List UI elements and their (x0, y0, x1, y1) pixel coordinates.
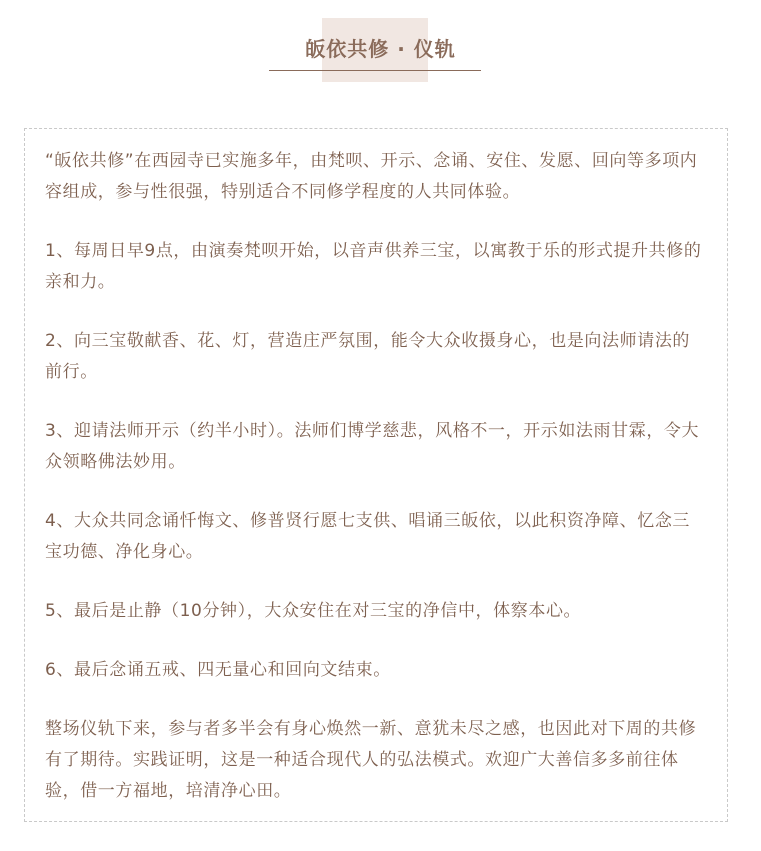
section-header (0, 0, 761, 100)
step-4-paragraph: 4、大众共同念诵忏悔文、修普贤行愿七支供、唱诵三皈依，以此积资净障、忆念三宝功德、净化身心。 (45, 511, 691, 562)
step-5-paragraph: 5、最后是止静（10分钟），大众安住在对三宝的净信中，体察本心。 (45, 601, 582, 621)
step-2-paragraph: 2、向三宝敬献香、花、灯，营造庄严氛围，能令大众收摄身心，也是向法师请法的前行。 (45, 331, 691, 382)
title-underline (269, 70, 481, 71)
intro-paragraph: “皈依共修”在西园寺已实施多年，由梵呗、开示、念诵、安住、发愿、回向等多项内容组成，参与性很强，特别适合不同修学程度的人共同体验。 (45, 151, 698, 202)
page-title: 皈依共修 · 仪轨 (305, 37, 456, 61)
conclusion-paragraph: 整场仪轨下来，参与者多半会有身心焕然一新、意犹未尽之感，也因此对下周的共修有了期待。实践证明，这是一种适合现代人的弘法模式。欢迎广大善信多多前往体验，借一方福地，培清净心田。 (45, 719, 697, 801)
content-box (24, 128, 728, 822)
step-6-paragraph: 6、最后念诵五戒、四无量心和回向文结束。 (45, 660, 391, 680)
step-1-paragraph: 1、每周日早9点，由演奏梵呗开始，以音声供养三宝，以寓教于乐的形式提升共修的亲和力。 (45, 241, 702, 292)
step-3-paragraph: 3、迎请法师开示（约半小时）。法师们博学慈悲，风格不一，开示如法雨甘霖，令大众领略佛法妙用。 (45, 421, 700, 472)
